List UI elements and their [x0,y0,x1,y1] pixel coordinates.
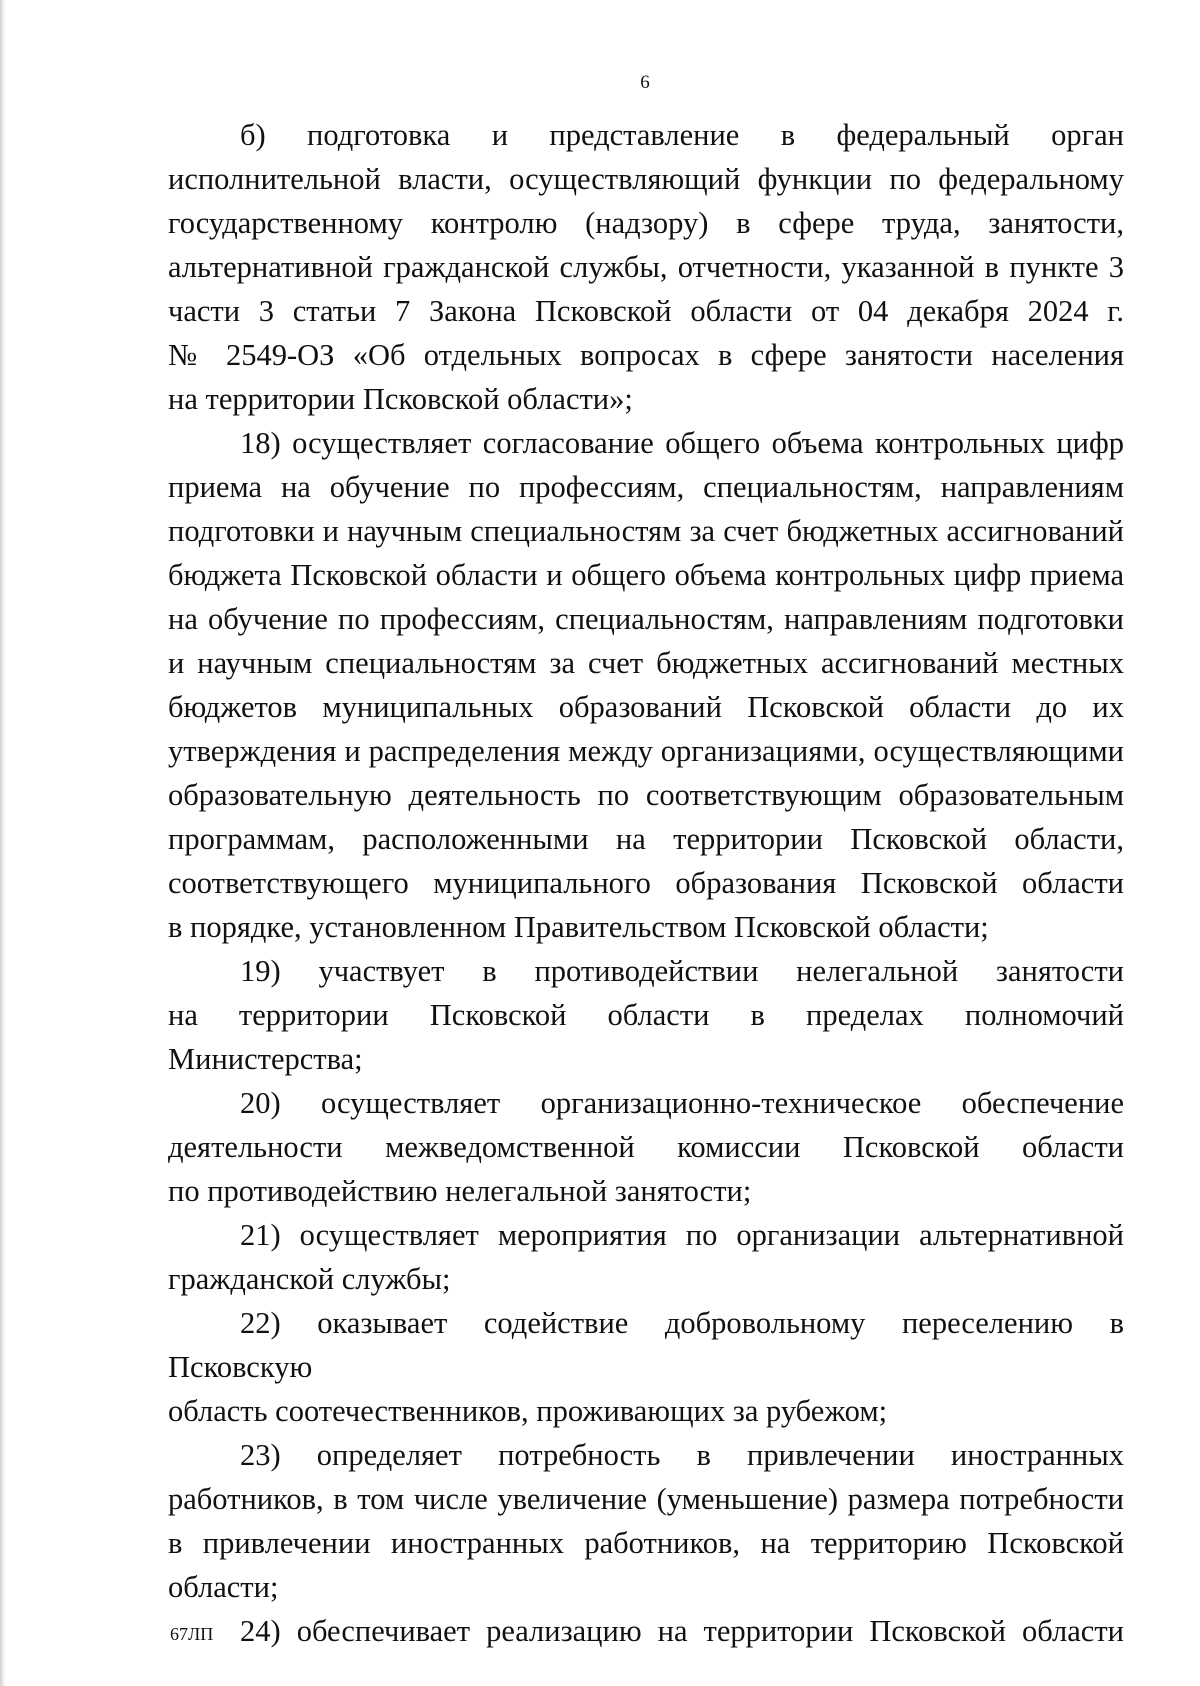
text-line: части 3 статьи 7 Закона Псковской области от 04 декабря 2024 г. [168,294,1124,328]
text-line: область соотечественников, проживающих за рубежом; [168,1394,888,1428]
text-line: и научным специальностям за счет бюджетных ассигнований местных [168,646,1124,680]
text-line: программам, расположенными на территории Псковской области, [168,822,1124,856]
text-line: приема на обучение по профессиям, специальностям, направлениям [168,470,1124,504]
text-line: 18) осуществляет согласование общего объема контрольных цифр [240,426,1124,460]
text-line: в порядке, установленном Правительством Псковской области; [168,910,989,944]
text-line: по противодействию нелегальной занятости; [168,1174,752,1208]
page-number: 6 [640,72,650,93]
text-line: бюджетов муниципальных образований Псковской области до их [168,690,1124,724]
text-line: 19) участвует в противодействии нелегальной занятости [240,954,1124,988]
text-line: 22) оказывает содействие добровольному переселению в Псковскую [168,1306,1124,1384]
paragraph [168,1433,1124,1609]
text-line: утверждения и распределения между организациями, осуществляющими [168,734,1124,768]
text-line: 20) осуществляет организационно-техническое обеспечение [240,1086,1124,1120]
paragraph [168,1609,1124,1653]
paragraph [168,1213,1124,1301]
paragraph [168,421,1124,949]
text-line: области; [168,1570,279,1604]
text-line: государственному контролю (надзору) в сфере труда, занятости, [168,206,1124,240]
text-line: работников, в том числе увеличение (уменьшение) размера потребности [168,1482,1124,1516]
text-line: № 2549-ОЗ «Об отдельных вопросах в сфере занятости населения [168,338,1124,372]
text-line: соответствующего муниципального образования Псковской области [168,866,1124,900]
text-line: бюджета Псковской области и общего объема контрольных цифр приема [168,558,1124,592]
paragraph [168,113,1124,421]
text-line: на территории Псковской области в пределах полномочий Министерства; [168,998,1124,1076]
text-line: на обучение по профессиям, специальностям, направлениям подготовки [168,602,1124,636]
text-line: образовательную деятельность по соответствующим образовательным [168,778,1124,812]
text-line: в привлечении иностранных работников, на территорию Псковской [168,1526,1124,1560]
text-line: 23) определяет потребность в привлечении иностранных [240,1438,1124,1472]
paragraph [168,949,1124,1081]
paragraph [168,1301,1124,1433]
text-line: альтернативной гражданской службы, отчетности, указанной в пункте 3 [168,250,1124,284]
footer-code: 67ЛП [170,1624,214,1644]
text-line: деятельности межведомственной комиссии Псковской области [168,1130,1124,1164]
text-line: подготовки и научным специальностям за счет бюджетных ассигнований [168,514,1124,548]
text-line: на территории Псковской области»; [168,382,633,416]
text-line: гражданской службы; [168,1262,451,1296]
scan-edge [0,0,6,1686]
paragraph [168,1081,1124,1213]
document-body [168,113,1124,1653]
text-line: 21) осуществляет мероприятия по организации альтернативной [240,1218,1124,1252]
text-line: 24) обеспечивает реализацию на территории Псковской области [240,1614,1124,1648]
text-line: исполнительной власти, осуществляющий функции по федеральному [168,162,1124,196]
text-line: б) подготовка и представление в федеральный орган [240,118,1124,152]
